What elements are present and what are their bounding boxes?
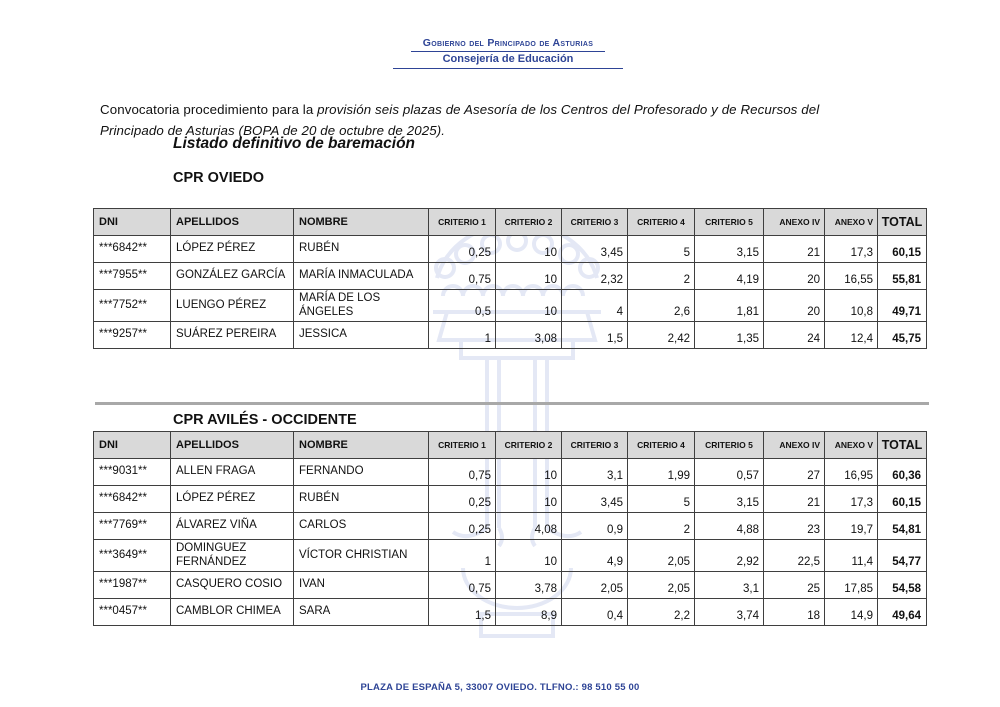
column-header-criterio-1: CRITERIO 1 bbox=[429, 209, 496, 236]
cell-anexo-iv: 24 bbox=[764, 322, 825, 349]
cell-criterio-1: 0,25 bbox=[429, 513, 496, 540]
cell-nombre: MARÍA DE LOS ÁNGELES bbox=[294, 290, 429, 322]
cell-nombre: RUBÉN bbox=[294, 486, 429, 513]
intro-normal-text: Convocatoria procedimiento para la bbox=[100, 102, 318, 118]
cell-criterio-3: 0,4 bbox=[562, 599, 628, 626]
cell-criterio-2: 10 bbox=[496, 263, 562, 290]
cell-criterio-1: 0,25 bbox=[429, 486, 496, 513]
cell-criterio-5: 1,35 bbox=[695, 322, 764, 349]
cell-criterio-3: 2,32 bbox=[562, 263, 628, 290]
cell-total: 49,64 bbox=[878, 599, 927, 626]
cell-criterio-4: 5 bbox=[628, 236, 695, 263]
column-header-anexo-iv: ANEXO IV bbox=[764, 209, 825, 236]
cell-apellidos: CASQUERO COSIO bbox=[171, 572, 294, 599]
column-header-criterio-3: CRITERIO 3 bbox=[562, 432, 628, 459]
cell-dni: ***3649** bbox=[94, 540, 171, 572]
cell-total: 54,58 bbox=[878, 572, 927, 599]
cell-anexo-v: 16,55 bbox=[825, 263, 878, 290]
column-header-anexo-iv: ANEXO IV bbox=[764, 432, 825, 459]
column-header-dni: DNI bbox=[94, 432, 171, 459]
cell-criterio-2: 8,9 bbox=[496, 599, 562, 626]
cell-criterio-3: 4,9 bbox=[562, 540, 628, 572]
cell-total: 54,77 bbox=[878, 540, 927, 572]
cell-criterio-5: 1,81 bbox=[695, 290, 764, 322]
table-row bbox=[94, 290, 927, 322]
cell-criterio-5: 3,1 bbox=[695, 572, 764, 599]
cell-dni: ***1987** bbox=[94, 572, 171, 599]
cell-criterio-1: 0,25 bbox=[429, 236, 496, 263]
cell-dni: ***6842** bbox=[94, 486, 171, 513]
cell-total: 54,81 bbox=[878, 513, 927, 540]
cell-criterio-5: 0,57 bbox=[695, 459, 764, 486]
cell-criterio-3: 3,1 bbox=[562, 459, 628, 486]
letterhead bbox=[8, 37, 1000, 69]
cell-anexo-v: 17,3 bbox=[825, 236, 878, 263]
cell-criterio-4: 5 bbox=[628, 486, 695, 513]
cell-nombre: FERNANDO bbox=[294, 459, 429, 486]
column-header-apellidos: APELLIDOS bbox=[171, 209, 294, 236]
column-header-criterio-1: CRITERIO 1 bbox=[429, 432, 496, 459]
cell-dni: ***9257** bbox=[94, 322, 171, 349]
cell-criterio-2: 10 bbox=[496, 486, 562, 513]
cell-criterio-2: 10 bbox=[496, 290, 562, 322]
column-header-apellidos: APELLIDOS bbox=[171, 432, 294, 459]
cell-criterio-1: 1 bbox=[429, 322, 496, 349]
cell-anexo-v: 17,3 bbox=[825, 486, 878, 513]
cell-criterio-4: 2,6 bbox=[628, 290, 695, 322]
table-row bbox=[94, 263, 927, 290]
cell-nombre: MARÍA INMACULADA bbox=[294, 263, 429, 290]
cell-apellidos: SUÁREZ PEREIRA bbox=[171, 322, 294, 349]
cell-criterio-2: 3,78 bbox=[496, 572, 562, 599]
cell-dni: ***9031** bbox=[94, 459, 171, 486]
column-header-criterio-2: CRITERIO 2 bbox=[496, 432, 562, 459]
page-title: Listado definitivo de baremación bbox=[173, 135, 416, 152]
section-divider bbox=[95, 402, 929, 405]
score-table-cpr-oviedo bbox=[93, 208, 927, 349]
cell-criterio-3: 0,9 bbox=[562, 513, 628, 540]
table-row bbox=[94, 486, 927, 513]
cell-criterio-1: 1,5 bbox=[429, 599, 496, 626]
cell-total: 60,36 bbox=[878, 459, 927, 486]
cell-nombre: SARA bbox=[294, 599, 429, 626]
cell-criterio-2: 3,08 bbox=[496, 322, 562, 349]
section-heading-cpr-oviedo: CPR OVIEDO bbox=[173, 170, 265, 186]
table-row bbox=[94, 599, 927, 626]
cell-anexo-iv: 27 bbox=[764, 459, 825, 486]
cell-nombre: JESSICA bbox=[294, 322, 429, 349]
cell-criterio-1: 0,75 bbox=[429, 572, 496, 599]
table-row bbox=[94, 322, 927, 349]
page-footer: PLAZA DE ESPAÑA 5, 33007 OVIEDO. TLFNO.: 98 510 55 00 bbox=[360, 682, 640, 693]
table-row bbox=[94, 459, 927, 486]
cell-apellidos: LÓPEZ PÉREZ bbox=[171, 236, 294, 263]
column-header-criterio-2: CRITERIO 2 bbox=[496, 209, 562, 236]
cell-criterio-3: 1,5 bbox=[562, 322, 628, 349]
table-row bbox=[94, 540, 927, 572]
column-header-dni: DNI bbox=[94, 209, 171, 236]
cell-apellidos: LUENGO PÉREZ bbox=[171, 290, 294, 322]
cell-anexo-iv: 21 bbox=[764, 486, 825, 513]
cell-anexo-iv: 20 bbox=[764, 263, 825, 290]
cell-dni: ***0457** bbox=[94, 599, 171, 626]
column-header-criterio-4: CRITERIO 4 bbox=[628, 432, 695, 459]
letterhead-dept: Consejería de Educación bbox=[393, 52, 624, 69]
cell-criterio-5: 3,74 bbox=[695, 599, 764, 626]
cell-anexo-v: 17,85 bbox=[825, 572, 878, 599]
column-header-total: TOTAL bbox=[878, 209, 927, 236]
cell-criterio-4: 2 bbox=[628, 263, 695, 290]
cell-anexo-v: 12,4 bbox=[825, 322, 878, 349]
cell-anexo-iv: 18 bbox=[764, 599, 825, 626]
cell-apellidos: GONZÁLEZ GARCÍA bbox=[171, 263, 294, 290]
cell-anexo-iv: 21 bbox=[764, 236, 825, 263]
letterhead-org: Gobierno del Principado de Asturias bbox=[411, 37, 605, 52]
cell-anexo-v: 16,95 bbox=[825, 459, 878, 486]
cell-criterio-5: 3,15 bbox=[695, 236, 764, 263]
cell-nombre: VÍCTOR CHRISTIAN bbox=[294, 540, 429, 572]
cell-criterio-5: 4,19 bbox=[695, 263, 764, 290]
column-header-criterio-4: CRITERIO 4 bbox=[628, 209, 695, 236]
cell-total: 45,75 bbox=[878, 322, 927, 349]
cell-criterio-2: 10 bbox=[496, 540, 562, 572]
cell-anexo-v: 10,8 bbox=[825, 290, 878, 322]
cell-dni: ***7955** bbox=[94, 263, 171, 290]
cell-criterio-5: 4,88 bbox=[695, 513, 764, 540]
cell-apellidos: CAMBLOR CHIMEA bbox=[171, 599, 294, 626]
cell-anexo-v: 11,4 bbox=[825, 540, 878, 572]
cell-anexo-iv: 22,5 bbox=[764, 540, 825, 572]
cell-nombre: IVAN bbox=[294, 572, 429, 599]
table-row bbox=[94, 513, 927, 540]
column-header-anexo-v: ANEXO V bbox=[825, 432, 878, 459]
cell-total: 60,15 bbox=[878, 486, 927, 513]
header-row bbox=[94, 209, 927, 236]
column-header-anexo-v: ANEXO V bbox=[825, 209, 878, 236]
cell-total: 55,81 bbox=[878, 263, 927, 290]
cell-anexo-v: 19,7 bbox=[825, 513, 878, 540]
cell-criterio-3: 3,45 bbox=[562, 236, 628, 263]
column-header-criterio-5: CRITERIO 5 bbox=[695, 209, 764, 236]
cell-criterio-4: 2,2 bbox=[628, 599, 695, 626]
cell-criterio-1: 1 bbox=[429, 540, 496, 572]
table-row bbox=[94, 572, 927, 599]
cell-criterio-1: 0,5 bbox=[429, 290, 496, 322]
header-row bbox=[94, 432, 927, 459]
cell-criterio-1: 0,75 bbox=[429, 263, 496, 290]
cell-criterio-4: 2,05 bbox=[628, 572, 695, 599]
cell-apellidos: DOMINGUEZ FERNÁNDEZ bbox=[171, 540, 294, 572]
cell-total: 60,15 bbox=[878, 236, 927, 263]
column-header-criterio-3: CRITERIO 3 bbox=[562, 209, 628, 236]
cell-criterio-4: 2,42 bbox=[628, 322, 695, 349]
column-header-total: TOTAL bbox=[878, 432, 927, 459]
column-header-nombre: NOMBRE bbox=[294, 209, 429, 236]
cell-anexo-iv: 23 bbox=[764, 513, 825, 540]
cell-criterio-4: 2 bbox=[628, 513, 695, 540]
cell-anexo-iv: 20 bbox=[764, 290, 825, 322]
cell-criterio-5: 2,92 bbox=[695, 540, 764, 572]
column-header-nombre: NOMBRE bbox=[294, 432, 429, 459]
cell-apellidos: LÓPEZ PÉREZ bbox=[171, 486, 294, 513]
cell-anexo-v: 14,9 bbox=[825, 599, 878, 626]
table-row bbox=[94, 236, 927, 263]
cell-dni: ***7769** bbox=[94, 513, 171, 540]
cell-criterio-3: 3,45 bbox=[562, 486, 628, 513]
cell-criterio-4: 2,05 bbox=[628, 540, 695, 572]
cell-criterio-3: 4 bbox=[562, 290, 628, 322]
cell-criterio-4: 1,99 bbox=[628, 459, 695, 486]
cell-criterio-2: 10 bbox=[496, 459, 562, 486]
cell-nombre: CARLOS bbox=[294, 513, 429, 540]
section-heading-cpr-aviles-occidente: CPR AVILÉS - OCCIDENTE bbox=[173, 412, 357, 428]
cell-dni: ***6842** bbox=[94, 236, 171, 263]
cell-total: 49,71 bbox=[878, 290, 927, 322]
cell-criterio-1: 0,75 bbox=[429, 459, 496, 486]
cell-apellidos: ÁLVAREZ VIÑA bbox=[171, 513, 294, 540]
cell-nombre: RUBÉN bbox=[294, 236, 429, 263]
cell-dni: ***7752** bbox=[94, 290, 171, 322]
cell-criterio-5: 3,15 bbox=[695, 486, 764, 513]
cell-criterio-3: 2,05 bbox=[562, 572, 628, 599]
cell-anexo-iv: 25 bbox=[764, 572, 825, 599]
column-header-criterio-5: CRITERIO 5 bbox=[695, 432, 764, 459]
cell-criterio-2: 10 bbox=[496, 236, 562, 263]
cell-apellidos: ALLEN FRAGA bbox=[171, 459, 294, 486]
intro-italic-text: provisión seis plazas de Asesoría de los Centros del Profesorado y de Recursos del Principado de Asturias (BOPA de 20 de octubre de 2025). bbox=[100, 102, 820, 139]
cell-criterio-2: 4,08 bbox=[496, 513, 562, 540]
score-table-cpr-aviles-occidente bbox=[93, 431, 927, 626]
